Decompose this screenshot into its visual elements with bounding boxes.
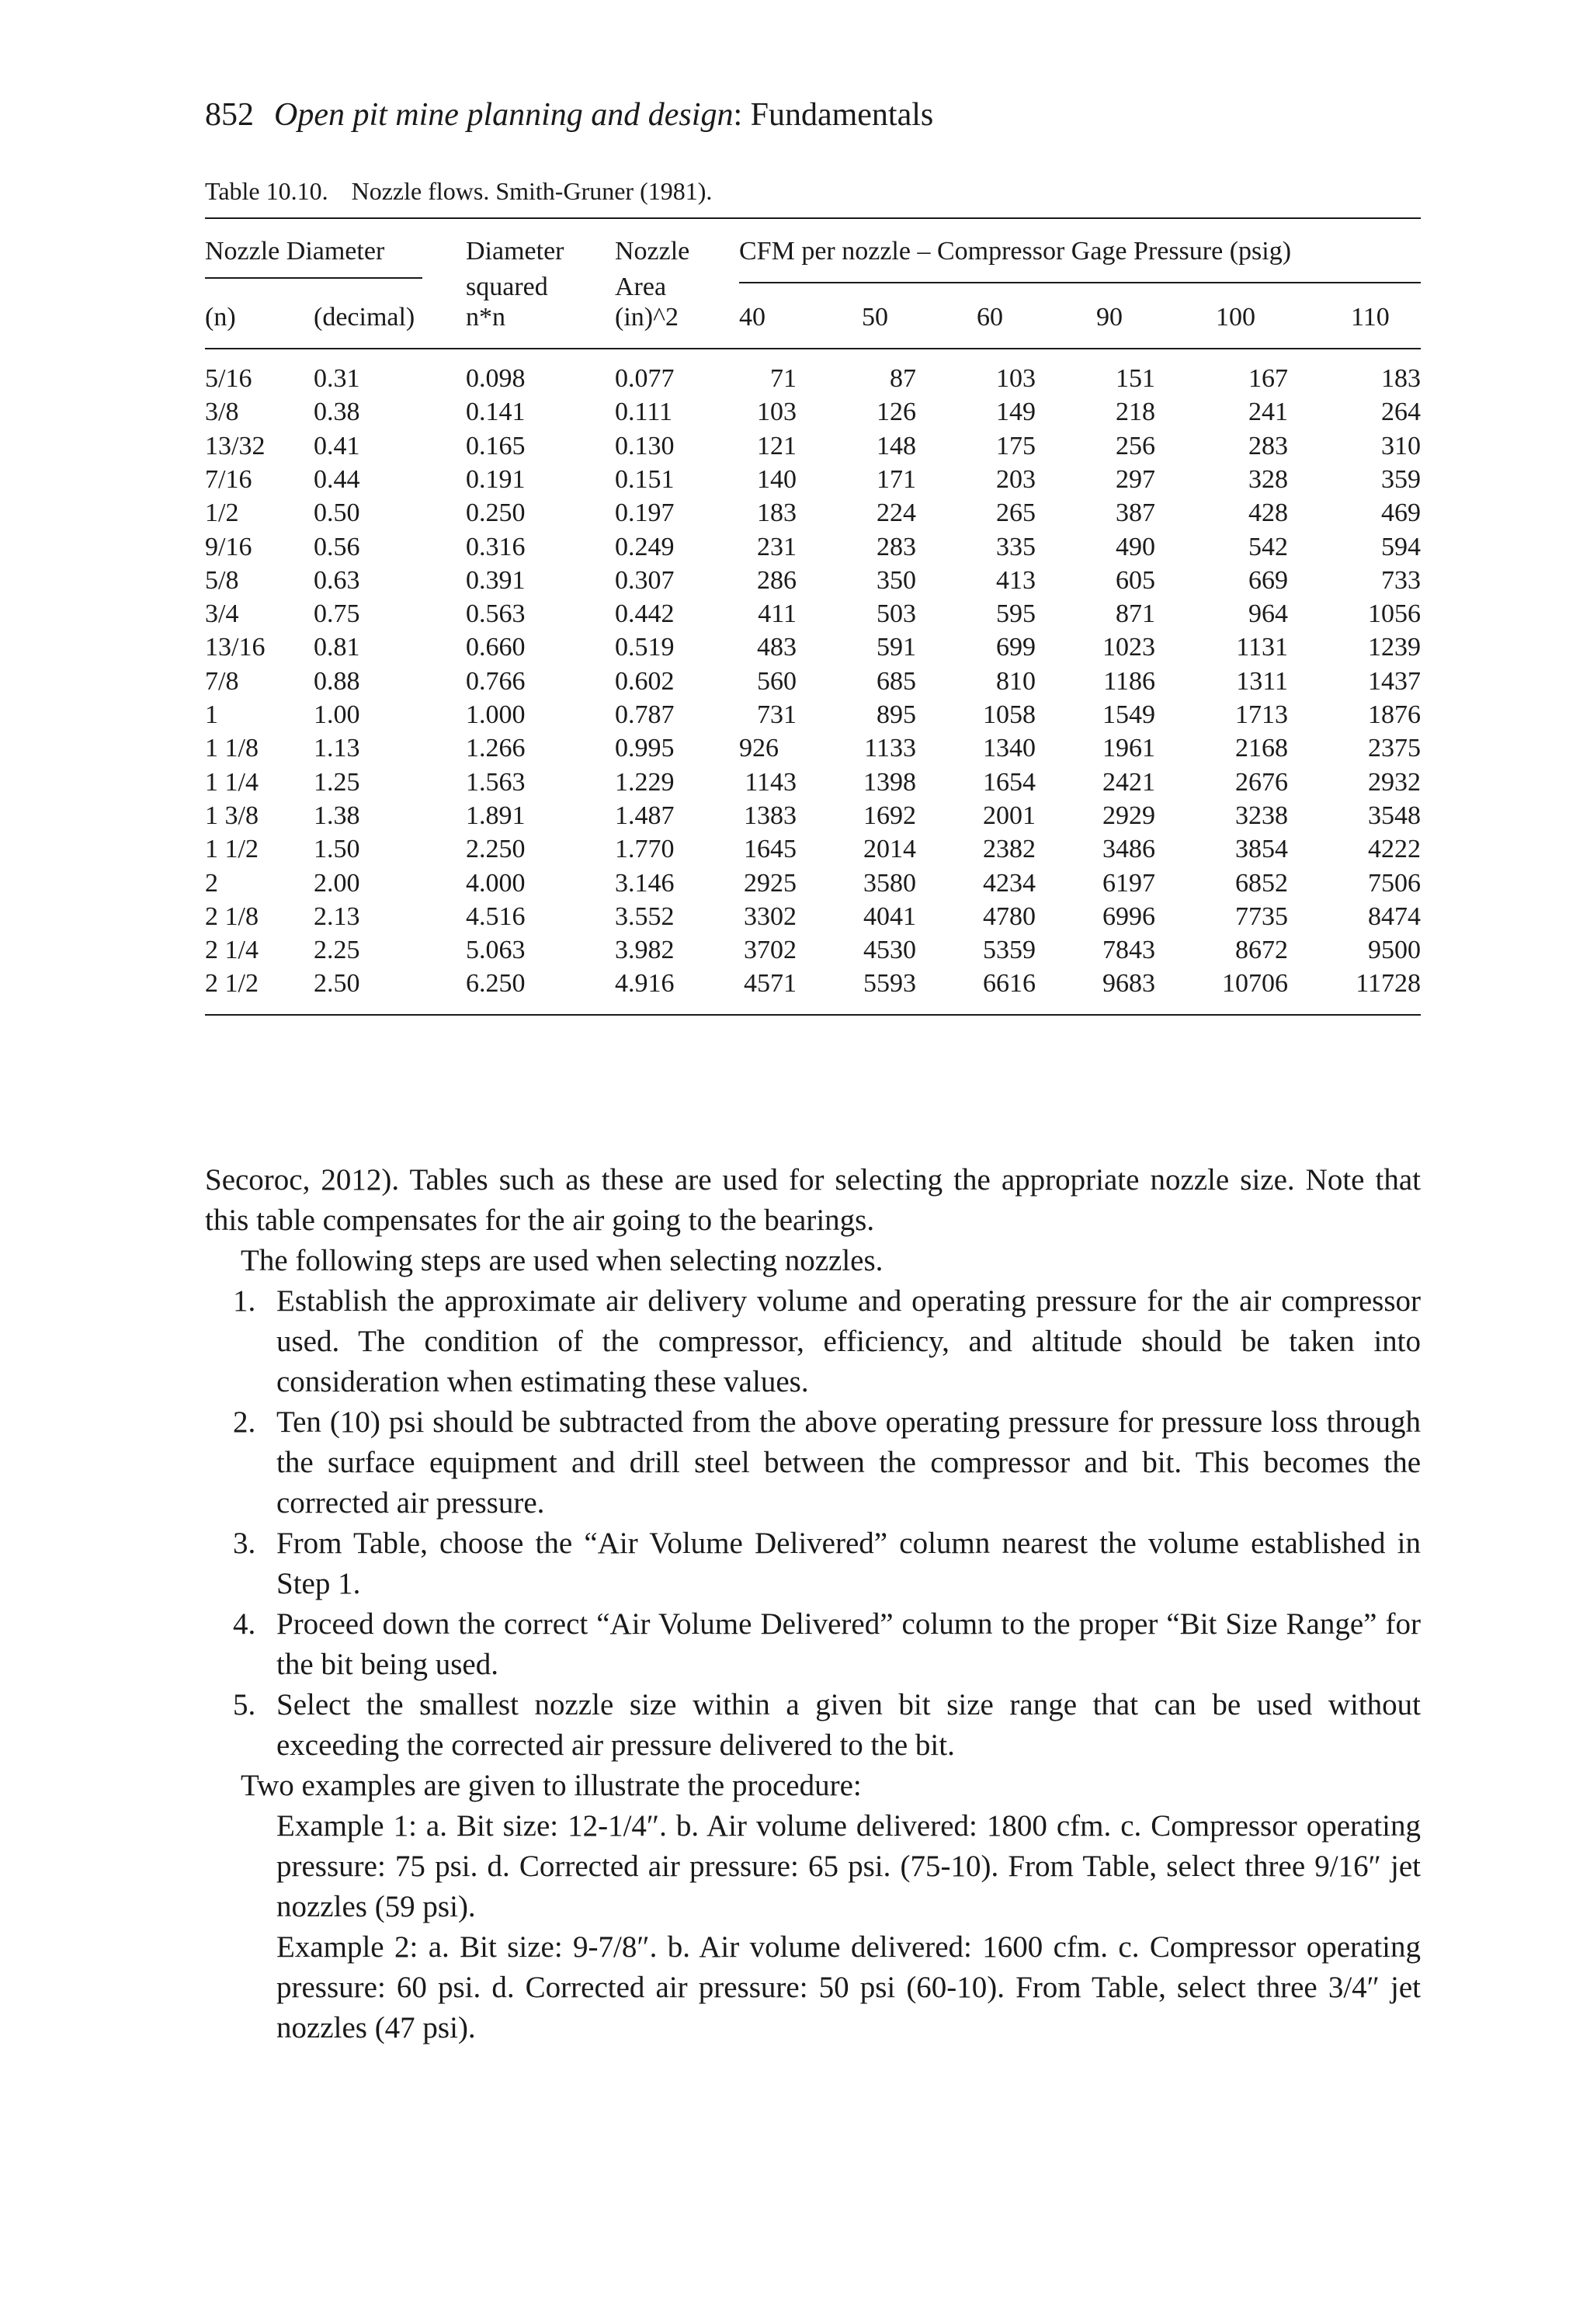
cell-cfm-50: 1692 [863, 801, 916, 830]
cell-cfm-60: 1654 [983, 768, 1036, 797]
cell-cfm-110: 7506 [1368, 869, 1421, 898]
cell-cfm-90: 1186 [1103, 667, 1155, 696]
book-title: Open pit mine planning and design: Fundamentals [274, 97, 934, 133]
step-text: From Table, choose the “Air Volume Delivered” column nearest the volume established in Step 1. [276, 1527, 1421, 1600]
cell-cfm-60: 2001 [983, 801, 1036, 830]
step-text: Ten (10) psi should be subtracted from the above operating pressure for pressure loss through the surface equipment and drill steel between the compressor and bit. This becomes the corrected air pressure. [276, 1405, 1421, 1520]
step-text: Establish the approximate air delivery volume and operating pressure for the air compressor used. The condition of the compressor, efficiency, and altitude should be taken into consideration when estimating these values. [276, 1284, 1421, 1398]
cell-decimal: 0.56 [314, 533, 360, 561]
cell-cfm-40: 560 [757, 667, 797, 696]
header-n: (n) [205, 303, 236, 332]
cell-cfm-50: 224 [877, 498, 916, 527]
steps-intro: The following steps are used when selecting nozzles. [241, 1244, 884, 1277]
cell-cfm-60: 6616 [983, 969, 1036, 998]
cell-decimal: 1.00 [314, 700, 360, 729]
cell-cfm-60: 699 [996, 633, 1036, 662]
table-header-rule [205, 348, 1421, 349]
cell-cfm-110: 733 [1381, 566, 1421, 595]
cell-nozzle-area: 0.197 [615, 498, 675, 527]
cell-decimal: 0.31 [314, 364, 360, 393]
cell-cfm-100: 283 [1248, 432, 1288, 460]
cell-cfm-90: 6197 [1102, 869, 1155, 898]
cell-n: 1 1/8 [205, 734, 259, 763]
cell-cfm-90: 7843 [1102, 936, 1155, 964]
cell-nozzle-area: 0.130 [615, 432, 675, 460]
cell-cfm-90: 2929 [1102, 801, 1155, 830]
step-item-5 [233, 1685, 1421, 1766]
header-nozzle-diameter: Nozzle Diameter [205, 237, 385, 266]
cell-nozzle-area: 0.787 [615, 700, 675, 729]
table-caption-label: Table 10.10. [205, 177, 328, 205]
cell-decimal: 0.38 [314, 398, 360, 426]
cell-cfm-50: 895 [877, 700, 916, 729]
cell-diameter-squared: 0.766 [466, 667, 526, 696]
cell-cfm-100: 428 [1248, 498, 1288, 527]
cell-cfm-110: 469 [1381, 498, 1421, 527]
header-nozzle-area [615, 238, 689, 301]
cell-cfm-50: 171 [877, 465, 916, 494]
header-area-line1: Nozzle [615, 237, 690, 266]
step-number: 2. [233, 1405, 256, 1439]
cell-cfm-110: 2932 [1368, 768, 1421, 797]
cell-cfm-100: 6852 [1235, 869, 1288, 898]
table-caption-text: Nozzle flows. Smith-Gruner (1981). [351, 177, 713, 205]
cell-cfm-60: 2382 [983, 835, 1036, 863]
cell-cfm-110: 9500 [1368, 936, 1421, 964]
cell-cfm-100: 669 [1248, 566, 1288, 595]
cell-diameter-squared: 5.063 [466, 936, 526, 964]
cell-decimal: 0.44 [314, 465, 360, 494]
cell-cfm-40: 483 [757, 633, 797, 662]
cell-cfm-100: 2676 [1235, 768, 1288, 797]
cell-nozzle-area: 4.916 [615, 969, 675, 998]
example-2: Example 2: a. Bit size: 9-7/8″. b. Air volume delivered: 1600 cfm. c. Compressor operating pressure: 60 psi. d. Corrected air pressure: 50 psi (60-10). From Table, select three 3/4″ jet nozzles (47 psi). [276, 1930, 1421, 2044]
cell-cfm-110: 3548 [1368, 801, 1421, 830]
step-text: Proceed down the correct “Air Volume Delivered” column to the proper “Bit Size Range” for the bit being used. [276, 1607, 1421, 1681]
cell-cfm-40: 140 [757, 465, 797, 494]
cell-cfm-90: 1549 [1102, 700, 1155, 729]
header-diameter-squared [466, 238, 564, 301]
cell-cfm-90: 3486 [1102, 835, 1155, 863]
cell-cfm-60: 1058 [983, 700, 1036, 729]
cell-diameter-squared: 0.191 [466, 465, 526, 494]
examples-intro: Two examples are given to illustrate the procedure: [241, 1769, 862, 1802]
cell-cfm-40: 1383 [744, 801, 797, 830]
cell-cfm-100: 328 [1248, 465, 1288, 494]
cell-cfm-60: 265 [996, 498, 1036, 527]
step-number: 5. [233, 1688, 256, 1721]
cfm-group-rule [739, 282, 1421, 283]
cell-cfm-90: 6996 [1102, 902, 1155, 931]
cell-n: 2 1/2 [205, 969, 259, 998]
cell-cfm-90: 871 [1116, 599, 1155, 628]
cell-n: 1/2 [205, 498, 239, 527]
cell-cfm-50: 148 [877, 432, 916, 460]
cell-n: 7/16 [205, 465, 252, 494]
cell-diameter-squared: 0.563 [466, 599, 526, 628]
header-decimal: (decimal) [314, 303, 415, 332]
step-item-1 [233, 1281, 1421, 1402]
cell-cfm-40: 3302 [744, 902, 797, 931]
example-1: Example 1: a. Bit size: 12-1/4″. b. Air volume delivered: 1800 cfm. c. Compressor operating pressure: 75 psi. d. Corrected air pressure: 65 psi. (75-10). From Table, select three 9/16″ jet nozzles (59 psi). [276, 1809, 1421, 1923]
cell-diameter-squared: 0.391 [466, 566, 526, 595]
cell-cfm-110: 310 [1381, 432, 1421, 460]
cell-nozzle-area: 0.249 [615, 533, 675, 561]
header-pressure-60: 60 [977, 303, 1003, 332]
cell-cfm-90: 218 [1116, 398, 1155, 426]
cell-n: 3/4 [205, 599, 239, 628]
cell-cfm-50: 87 [890, 364, 916, 393]
cell-nozzle-area: 3.982 [615, 936, 675, 964]
nozzle-diameter-rule [205, 277, 422, 279]
header-pressure-110: 110 [1351, 303, 1390, 332]
cell-cfm-60: 810 [996, 667, 1036, 696]
cell-cfm-50: 283 [877, 533, 916, 561]
step-item-4 [233, 1604, 1421, 1685]
running-header [205, 92, 933, 138]
table-top-rule [205, 217, 1421, 219]
cell-cfm-40: 121 [757, 432, 797, 460]
cell-cfm-60: 595 [996, 599, 1036, 628]
cell-diameter-squared: 0.250 [466, 498, 526, 527]
cell-cfm-50: 1133 [864, 734, 916, 763]
cell-cfm-90: 2421 [1102, 768, 1155, 797]
cell-cfm-100: 3854 [1235, 835, 1288, 863]
cell-n: 5/16 [205, 364, 252, 393]
cell-nozzle-area: 3.146 [615, 869, 675, 898]
cell-decimal: 1.13 [314, 734, 360, 763]
cell-cfm-110: 183 [1381, 364, 1421, 393]
step-text: Select the smallest nozzle size within a given bit size range that can be used without exceeding the corrected air pressure delivered to the bit. [276, 1688, 1421, 1762]
cell-cfm-60: 413 [996, 566, 1036, 595]
cell-decimal: 2.50 [314, 969, 360, 998]
cell-cfm-40: 926 [739, 734, 779, 763]
cell-cfm-100: 7735 [1235, 902, 1288, 931]
cell-cfm-110: 264 [1381, 398, 1421, 426]
cell-cfm-50: 350 [877, 566, 916, 595]
cell-nozzle-area: 0.995 [615, 734, 675, 763]
intro-paragraph: Secoroc, 2012). Tables such as these are used for selecting the appropriate nozzle size. Note that this table compensates for the air going to the bearings. [205, 1163, 1421, 1237]
cell-diameter-squared: 4.516 [466, 902, 526, 931]
cell-cfm-90: 490 [1116, 533, 1155, 561]
step-number: 4. [233, 1607, 256, 1641]
cell-cfm-100: 1131 [1236, 633, 1288, 662]
cell-diameter-squared: 1.563 [466, 768, 526, 797]
header-diameter-line2: squared [466, 273, 548, 301]
cell-n: 2 [205, 869, 218, 898]
cell-nozzle-area: 0.519 [615, 633, 675, 662]
cell-nozzle-area: 0.077 [615, 364, 675, 393]
cell-decimal: 0.81 [314, 633, 360, 662]
cell-decimal: 0.50 [314, 498, 360, 527]
cell-cfm-60: 175 [996, 432, 1036, 460]
cell-cfm-110: 1239 [1368, 633, 1421, 662]
cell-cfm-100: 167 [1248, 364, 1288, 393]
cell-cfm-50: 503 [877, 599, 916, 628]
cell-diameter-squared: 2.250 [466, 835, 526, 863]
cell-diameter-squared: 1.891 [466, 801, 526, 830]
cell-diameter-squared: 6.250 [466, 969, 526, 998]
table-bottom-rule [205, 1014, 1421, 1016]
cell-nozzle-area: 1.229 [615, 768, 675, 797]
cell-decimal: 1.38 [314, 801, 360, 830]
cell-cfm-60: 103 [996, 364, 1036, 393]
cell-n: 1 1/2 [205, 835, 259, 863]
cell-cfm-60: 203 [996, 465, 1036, 494]
cell-diameter-squared: 4.000 [466, 869, 526, 898]
cell-nozzle-area: 0.602 [615, 667, 675, 696]
cell-decimal: 1.25 [314, 768, 360, 797]
cell-cfm-50: 126 [877, 398, 916, 426]
cell-n: 1 1/4 [205, 768, 259, 797]
cell-cfm-100: 964 [1248, 599, 1288, 628]
step-item-3 [233, 1523, 1421, 1604]
cell-decimal: 0.88 [314, 667, 360, 696]
cell-n: 2 1/8 [205, 902, 259, 931]
cell-cfm-90: 151 [1116, 364, 1155, 393]
cell-nozzle-area: 0.151 [615, 465, 675, 494]
cell-cfm-40: 2925 [744, 869, 797, 898]
cell-cfm-60: 149 [996, 398, 1036, 426]
cell-decimal: 0.41 [314, 432, 360, 460]
cell-cfm-110: 1056 [1368, 599, 1421, 628]
cell-cfm-40: 411 [758, 599, 797, 628]
header-area-units: (in)^2 [615, 303, 679, 332]
cell-cfm-100: 1713 [1235, 700, 1288, 729]
cell-cfm-40: 4571 [744, 969, 797, 998]
cell-cfm-100: 8672 [1235, 936, 1288, 964]
cell-cfm-60: 335 [996, 533, 1036, 561]
cell-cfm-110: 11728 [1356, 969, 1421, 998]
cell-cfm-50: 4041 [863, 902, 916, 931]
cell-decimal: 2.13 [314, 902, 360, 931]
cell-n: 3/8 [205, 398, 239, 426]
cell-cfm-110: 4222 [1368, 835, 1421, 863]
cell-n: 9/16 [205, 533, 252, 561]
cell-cfm-100: 542 [1248, 533, 1288, 561]
cell-cfm-90: 1023 [1102, 633, 1155, 662]
header-cfm-group: CFM per nozzle – Compressor Gage Pressure (psig) [739, 237, 1292, 266]
step-item-2 [233, 1402, 1421, 1523]
cell-diameter-squared: 0.141 [466, 398, 526, 426]
cell-cfm-100: 2168 [1235, 734, 1288, 763]
cell-nozzle-area: 3.552 [615, 902, 675, 931]
cell-decimal: 0.75 [314, 599, 360, 628]
cell-cfm-100: 1311 [1236, 667, 1288, 696]
header-pressure-100: 100 [1216, 303, 1255, 332]
cell-cfm-50: 3580 [863, 869, 916, 898]
cell-cfm-110: 594 [1381, 533, 1421, 561]
cell-cfm-110: 1437 [1368, 667, 1421, 696]
cell-nozzle-area: 0.442 [615, 599, 675, 628]
cell-cfm-110: 1876 [1368, 700, 1421, 729]
cell-cfm-50: 4530 [863, 936, 916, 964]
step-number: 1. [233, 1284, 256, 1318]
header-pressure-40: 40 [739, 303, 765, 332]
cell-cfm-40: 1143 [745, 768, 797, 797]
cell-cfm-90: 1961 [1102, 734, 1155, 763]
cell-nozzle-area: 1.487 [615, 801, 675, 830]
cell-nozzle-area: 0.307 [615, 566, 675, 595]
cell-n: 1 [205, 700, 218, 729]
header-n-times-n: n*n [466, 303, 505, 332]
cell-cfm-90: 9683 [1102, 969, 1155, 998]
cell-cfm-40: 71 [770, 364, 797, 393]
header-diameter-line1: Diameter [466, 237, 564, 266]
page-number: 852 [205, 97, 254, 133]
cell-cfm-40: 286 [757, 566, 797, 595]
header-pressure-90: 90 [1096, 303, 1123, 332]
cell-cfm-110: 8474 [1368, 902, 1421, 931]
header-area-line2: Area [615, 273, 667, 301]
cell-n: 2 1/4 [205, 936, 259, 964]
cell-cfm-90: 387 [1116, 498, 1155, 527]
cell-cfm-50: 591 [877, 633, 916, 662]
cell-cfm-40: 231 [757, 533, 797, 561]
cell-cfm-50: 5593 [863, 969, 916, 998]
header-pressure-50: 50 [862, 303, 888, 332]
cell-nozzle-area: 1.770 [615, 835, 675, 863]
cell-cfm-90: 605 [1116, 566, 1155, 595]
cell-cfm-40: 3702 [744, 936, 797, 964]
cell-cfm-60: 4780 [983, 902, 1036, 931]
cell-cfm-100: 241 [1248, 398, 1288, 426]
cell-diameter-squared: 1.000 [466, 700, 526, 729]
cell-cfm-90: 256 [1116, 432, 1155, 460]
cell-cfm-90: 297 [1116, 465, 1155, 494]
cell-decimal: 1.50 [314, 835, 360, 863]
cell-decimal: 2.00 [314, 869, 360, 898]
cell-cfm-110: 359 [1381, 465, 1421, 494]
cell-cfm-100: 10706 [1222, 969, 1288, 998]
cell-cfm-50: 2014 [863, 835, 916, 863]
step-number: 3. [233, 1527, 256, 1560]
cell-decimal: 2.25 [314, 936, 360, 964]
cell-diameter-squared: 0.316 [466, 533, 526, 561]
cell-cfm-40: 1645 [744, 835, 797, 863]
table-caption [205, 175, 712, 207]
cell-cfm-60: 5359 [983, 936, 1036, 964]
cell-diameter-squared: 0.165 [466, 432, 526, 460]
cell-cfm-100: 3238 [1235, 801, 1288, 830]
cell-n: 1 3/8 [205, 801, 259, 830]
cell-cfm-40: 103 [757, 398, 797, 426]
cell-diameter-squared: 1.266 [466, 734, 526, 763]
cell-cfm-40: 183 [757, 498, 797, 527]
cell-decimal: 0.63 [314, 566, 360, 595]
cell-cfm-60: 1340 [983, 734, 1036, 763]
cell-n: 13/16 [205, 633, 266, 662]
cell-n: 13/32 [205, 432, 266, 460]
cell-n: 5/8 [205, 566, 239, 595]
cell-cfm-50: 685 [877, 667, 916, 696]
cell-cfm-50: 1398 [863, 768, 916, 797]
cell-diameter-squared: 0.098 [466, 364, 526, 393]
cell-cfm-60: 4234 [983, 869, 1036, 898]
cell-n: 7/8 [205, 667, 239, 696]
cell-cfm-40: 731 [757, 700, 797, 729]
cell-diameter-squared: 0.660 [466, 633, 526, 662]
cell-cfm-110: 2375 [1368, 734, 1421, 763]
cell-nozzle-area: 0.111 [615, 398, 672, 426]
